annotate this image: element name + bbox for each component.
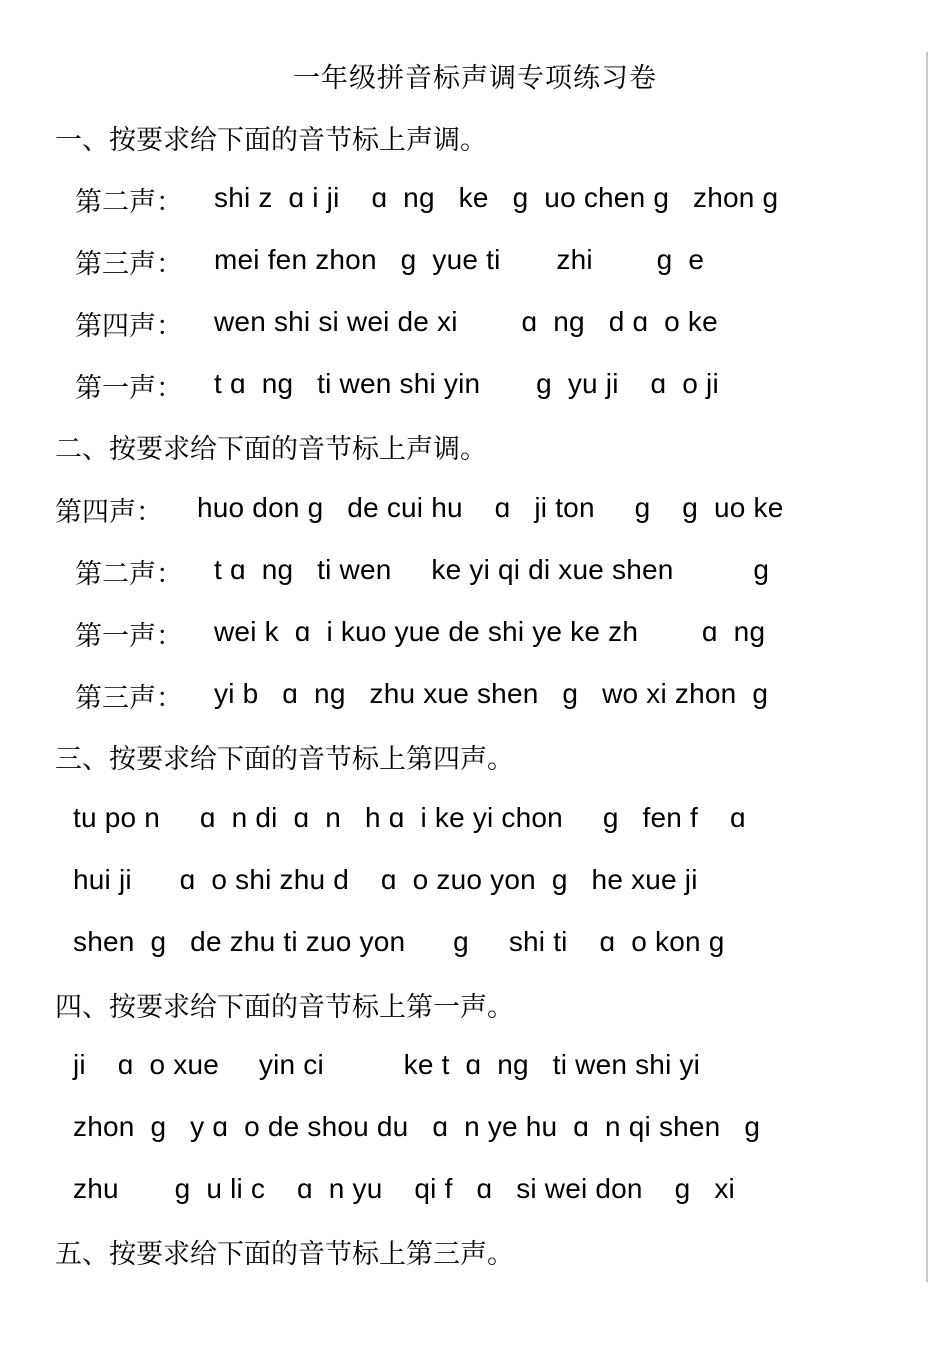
- pinyin-line: t ɑ ng ti wen ke yi qi di xue shen g: [214, 554, 770, 585]
- pinyin-line: ji ɑ o xue yin ci ke t ɑ ng ti wen shi yi: [73, 1049, 701, 1080]
- tone-label: 第二声：: [75, 559, 183, 590]
- section-1-heading: 一、按要求给下面的音节标上声调。: [55, 125, 487, 156]
- pinyin-line: wen shi si wei de xi ɑ ng d ɑ o ke: [214, 306, 718, 337]
- page-title: 一年级拼音标声调专项练习卷: [293, 63, 657, 94]
- pinyin-line: huo don g de cui hu ɑ ji ton g g uo ke: [197, 492, 784, 523]
- section-5-heading: 五、按要求给下面的音节标上第三声。: [55, 1239, 514, 1270]
- pinyin-line: zhon g y ɑ o de shou du ɑ n ye hu ɑ n qi shen g: [73, 1111, 761, 1142]
- pinyin-line: shi z ɑ i ji ɑ ng ke g uo chen g zhon g: [214, 182, 779, 213]
- pinyin-line: mei fen zhon g yue ti zhi g e: [214, 244, 705, 275]
- section-4-heading: 四、按要求给下面的音节标上第一声。: [55, 992, 514, 1023]
- tone-label: 第三声：: [75, 683, 183, 714]
- tone-label: 第二声：: [75, 187, 183, 218]
- pinyin-line: shen g de zhu ti zuo yon g shi ti ɑ o kon g: [73, 926, 725, 957]
- pinyin-line: t ɑ ng ti wen shi yin g yu ji ɑ o ji: [214, 368, 719, 399]
- tone-label: 第四声：: [55, 497, 163, 528]
- tone-label: 第三声：: [75, 249, 183, 280]
- section-2-heading: 二、按要求给下面的音节标上声调。: [55, 434, 487, 465]
- right-margin-line: [926, 52, 928, 1282]
- tone-label: 第一声：: [75, 621, 183, 652]
- section-3-heading: 三、按要求给下面的音节标上第四声。: [55, 744, 514, 775]
- pinyin-line: zhu g u li c ɑ n yu qi f ɑ si wei don g xi: [73, 1173, 735, 1204]
- pinyin-line: wei k ɑ i kuo yue de shi ye ke zh ɑ ng: [214, 616, 766, 647]
- pinyin-line: yi b ɑ ng zhu xue shen g wo xi zhon g: [214, 678, 769, 709]
- tone-label: 第四声：: [75, 311, 183, 342]
- tone-label: 第一声：: [75, 373, 183, 404]
- pinyin-line: hui ji ɑ o shi zhu d ɑ o zuo yon g he xue ji: [73, 864, 698, 895]
- pinyin-line: tu po n ɑ n di ɑ n h ɑ i ke yi chon g fen f ɑ: [73, 802, 746, 833]
